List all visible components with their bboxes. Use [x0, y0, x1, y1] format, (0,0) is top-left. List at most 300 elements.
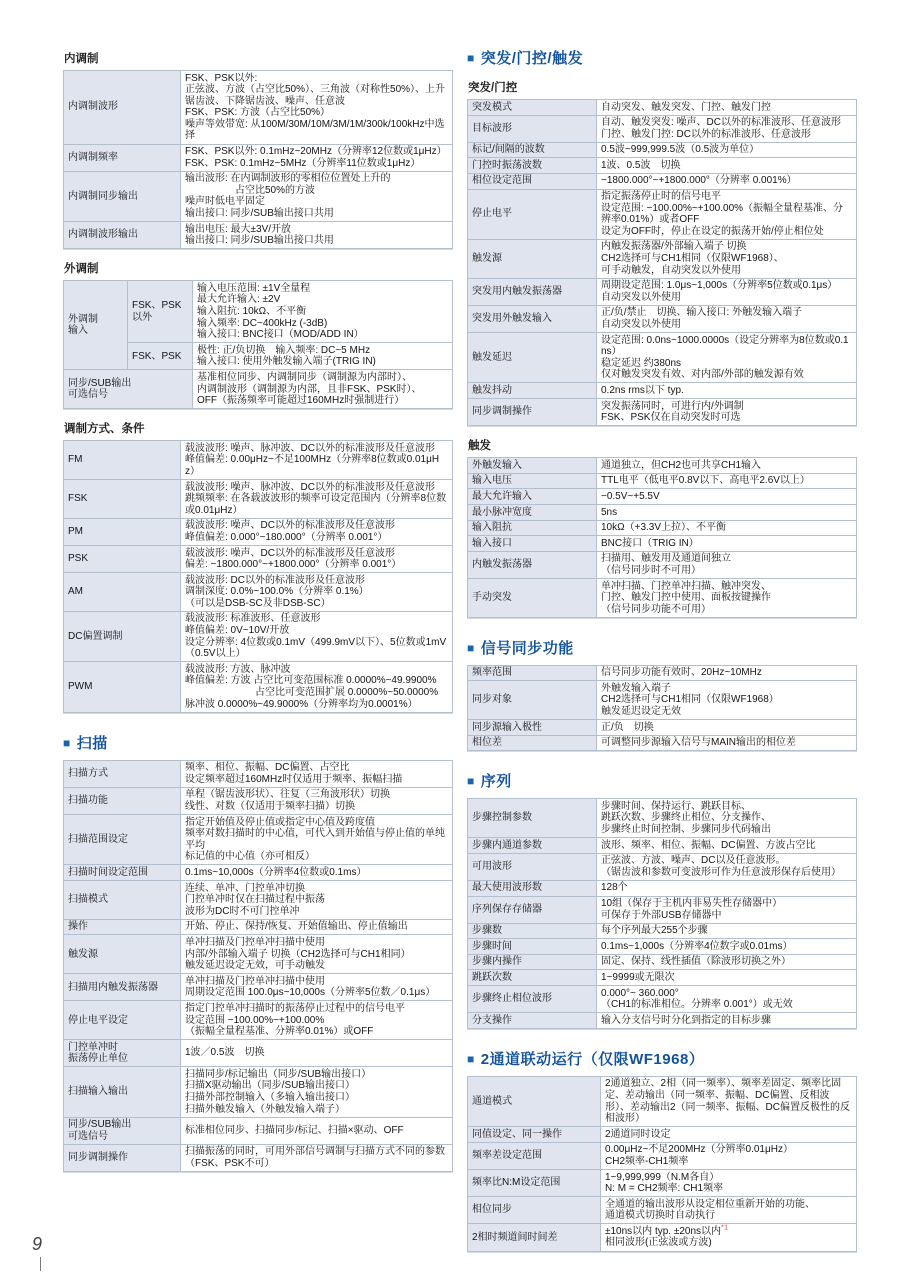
row-label-line: 内调制波形: [68, 101, 118, 113]
spec-row: [468, 579, 857, 618]
section-header-text: 2通道联动运行（仅限WF1968）: [480, 1050, 705, 1068]
row-value-line: 可手动触发，自动突发以外使用: [601, 264, 741, 276]
row-label-line: 步骤时间: [472, 940, 512, 952]
row-label-line: 频率差设定范围: [472, 1150, 542, 1162]
row-label: [468, 1197, 601, 1224]
row-value: [597, 579, 857, 618]
section-bullet-icon: ■: [467, 774, 475, 789]
section-bullet-icon: ■: [467, 51, 475, 65]
spec-row: [64, 1144, 453, 1171]
row-value-line: 10组（保存于主机内非易失性存储器中）: [601, 898, 783, 909]
row-value-line: CH2频率-CH1频率: [605, 1155, 689, 1167]
spec-row: [468, 1127, 857, 1143]
row-label-line: 同步对象: [472, 694, 512, 706]
row-value-line: 设定分辨率: 4位数或0.1mV（499.9mV以下）、5位数或1mV（0.5V以上）: [185, 636, 447, 660]
row-label-line: 触发源: [472, 253, 502, 265]
row-value: [181, 815, 453, 865]
row-value: [193, 343, 453, 370]
row-value-line: 0.1ms~1,000s（分辨率4位数字或0.01ms）: [601, 940, 793, 952]
row-value: [181, 1067, 453, 1117]
row-label-line: 分支操作: [472, 1014, 512, 1026]
row-value: [597, 158, 857, 174]
row-label-line: 频率比N:M设定范围: [472, 1177, 561, 1189]
row-label: [468, 799, 597, 838]
row-label-line: 扫描方式: [68, 768, 108, 780]
spec-row: [64, 171, 453, 221]
spec-row: [64, 441, 453, 480]
row-value-line: 设定范围: −100.00%~+100.00%（振幅全量程基准、分辨率0.01%）或者OFF: [601, 202, 844, 226]
row-value-line: 仅对触发突发有效、对内部/外部的触发源有效: [601, 369, 804, 381]
row-label: [64, 144, 181, 171]
row-value-line: 输出波形: 在内调制波形的零相位位置处上升的: [185, 173, 391, 185]
row-value: [597, 305, 857, 332]
row-value: [597, 986, 857, 1013]
spec-row: [468, 880, 857, 896]
row-label: [468, 536, 597, 552]
row-value: [181, 573, 453, 612]
spec-row: [468, 970, 857, 986]
row-value-line: 信号同步功能有效时、20Hz~10MHz: [601, 667, 762, 679]
row-value-line: 自动、触发突发: 噪声、DC以外的标准波形、任意波形: [601, 117, 841, 129]
row-value-text: ±10ns以内 typ. ±20ns以内: [605, 1225, 722, 1237]
row-value-line: FSK、PSK仅在自动突发时可选: [601, 412, 741, 424]
row-value-line: （FSK、PSK不可）: [185, 1158, 275, 1170]
row-value: [597, 970, 857, 986]
row-label: [468, 1142, 601, 1169]
row-value-line: 128个: [601, 882, 628, 894]
row-label: [468, 880, 597, 896]
row-value-line: （信号同步功能不可用）: [601, 603, 711, 615]
row-value-line: 门控单冲时仅在扫描过程中振荡: [185, 894, 325, 906]
row-value: [601, 1197, 857, 1224]
row-label: [64, 370, 193, 409]
row-value-line: 单冲扫描及门控单冲扫描中使用: [185, 975, 325, 987]
row-value-line: 单冲扫描及门控单冲扫描中使用: [185, 936, 325, 948]
row-label: [64, 611, 181, 661]
spec-row: [64, 760, 453, 787]
row-value-line: 跳跃次数、步骤终止相位、分支操作、: [601, 812, 771, 824]
row-value: [181, 1040, 453, 1067]
row-value-line: 自动突发以外使用: [601, 319, 681, 330]
row-value: [597, 333, 857, 383]
row-value-line: [605, 1223, 852, 1238]
footnote-marker: *1: [721, 1223, 729, 1232]
row-value: [597, 1013, 857, 1029]
section-header-text: 突发/门控/触发: [480, 50, 584, 67]
row-label: [468, 986, 597, 1013]
row-label-line: 手动突发: [472, 592, 512, 604]
row-label-line: 扫描功能: [68, 795, 108, 807]
section-header: [467, 1051, 857, 1069]
row-value: [597, 489, 857, 505]
row-label-line: 可选信号: [68, 1130, 108, 1142]
row-value: [193, 370, 453, 409]
row-label: [468, 681, 597, 720]
row-value: [597, 173, 857, 189]
row-label: [468, 399, 597, 426]
section-header-text: 信号同步功能: [480, 639, 574, 657]
row-value-line: 周期设定范围: 1.0μs~1,000s（分辨率5位数或0.1μs）: [601, 280, 838, 292]
spec-row: [64, 1117, 453, 1144]
spec-row: [64, 787, 453, 814]
row-value-line: 占空比可变范围扩展 0.0000%~50.0000%: [185, 687, 439, 699]
row-value-line: 频率对数扫描时的中心值，可代入到开始值与停止值的单纯平均: [185, 828, 445, 851]
row-label: [468, 173, 597, 189]
row-value-line: 载波波形: 方波、脉冲波: [185, 663, 291, 675]
spec-table: [467, 457, 857, 618]
row-value-line: 调制深度: 0.0%~100.0%（分辨率 0.1%）: [185, 586, 369, 598]
row-label-line: 相位设定范围: [472, 175, 532, 187]
row-value-line: 0.000°~ 360.000°: [601, 987, 679, 999]
row-value: [601, 1170, 857, 1197]
row-value-line: N: M = CH2频率: CH1频率: [605, 1183, 724, 1195]
row-value: [181, 222, 453, 249]
row-value: [597, 681, 857, 720]
spec-row: [468, 383, 857, 399]
row-label: [468, 1127, 601, 1143]
row-label-line: 输入电压: [472, 475, 512, 487]
row-label-line: 以外: [132, 311, 152, 323]
row-label: [468, 158, 597, 174]
section-bullet-icon: ■: [467, 640, 475, 655]
row-value-line: 固定、保持、线性插值（除波形切换之外）: [601, 956, 791, 968]
row-value: [181, 518, 453, 545]
row-value: [597, 799, 857, 838]
row-label-line: 同步源输入极性: [472, 721, 542, 733]
row-label-line: 同值设定、同一操作: [472, 1128, 562, 1140]
section-header: [467, 640, 857, 658]
row-value-line: 输入电压范围: ±1V全量程: [197, 282, 311, 294]
row-label: [64, 760, 181, 787]
spec-table: [467, 99, 857, 426]
row-value-line: 输入阻抗: 10kΩ、不平衡: [197, 306, 307, 317]
spec-row: [64, 222, 453, 249]
row-label: [64, 441, 181, 480]
row-label-line: 扫描输入输出: [68, 1086, 128, 1098]
row-value-line: 通道独立，但CH2也可共享CH1输入: [601, 459, 762, 471]
row-value-line: 扫描用、触发用及通道间独立: [601, 553, 731, 565]
row-label: [468, 853, 597, 880]
row-value-line: 输出电压: 最大±3V/开放: [185, 223, 292, 235]
row-label: [468, 923, 597, 939]
row-label-line: 扫描用内触发振荡器: [68, 981, 158, 993]
row-value: [597, 735, 857, 751]
row-label: [64, 662, 181, 712]
row-value-line: 设定范围 −100.00%~+100.00%: [185, 1014, 325, 1026]
spec-row: [64, 1067, 453, 1117]
row-value: [181, 919, 453, 935]
row-value: [601, 1224, 857, 1251]
left-column: [63, 46, 453, 1174]
row-label-line: 扫描模式: [68, 894, 108, 906]
row-value-line: 可调整同步源输入信号与MAIN输出的相位差: [601, 737, 796, 749]
row-label: [468, 189, 597, 239]
spec-row: [468, 923, 857, 939]
row-label: [468, 505, 597, 521]
spec-row: [64, 919, 453, 935]
row-label-line: 跳跃次数: [472, 971, 512, 983]
spec-row: [64, 518, 453, 545]
row-label-line: 标记/间隔的波数: [472, 144, 545, 156]
spec-row: [468, 681, 857, 720]
row-value-line: 通道模式切换时自动执行: [605, 1210, 715, 1222]
row-value: [597, 239, 857, 278]
row-value-line: 指定开始值及停止值或指定中心值及跨度值: [185, 816, 375, 828]
row-label: [468, 305, 597, 332]
spec-row: [64, 480, 453, 519]
row-value-line: 门控、触发门控中使用、面板按键操作: [601, 592, 771, 604]
row-value: [597, 189, 857, 239]
row-value-line: （可以是DSB-SC及非DSB-SC）: [185, 597, 331, 609]
row-value-line: −0.5V~+5.5V: [601, 490, 660, 502]
spec-row: [64, 370, 453, 409]
row-value-line: 峰值偏差: 方波 占空比可变范围标准 0.0000%~49.9900%: [185, 675, 437, 687]
row-value-line: 全通道的输出波形从设定相位重新开始的功能、: [605, 1198, 815, 1210]
spec-row: [64, 815, 453, 865]
spec-row: [468, 189, 857, 239]
row-label-line: 输入阻抗: [472, 522, 512, 534]
spec-row: [468, 173, 857, 189]
page-number: 9: [32, 1234, 43, 1254]
row-label: [468, 115, 597, 142]
spec-row: [468, 239, 857, 278]
row-value-line: 扫描同步/标记输出（同步/SUB输出接口）: [185, 1068, 372, 1080]
row-label-line: 同步调制操作: [472, 406, 532, 418]
spec-table: [63, 280, 453, 409]
row-label: [468, 1076, 601, 1126]
section-header: [467, 50, 857, 68]
row-label-line: 最大使用波形数: [472, 882, 542, 894]
row-value-line: 输入分支信号时分化到指定的目标步骤: [601, 1014, 771, 1026]
row-value: [181, 974, 453, 1001]
spec-row: [64, 546, 453, 573]
row-label-line: 相位差: [472, 737, 502, 749]
row-value-line: 最大允许输入: ±2V: [197, 294, 281, 306]
row-value-line: 频率、相位、振幅、DC偏置、占空比: [185, 762, 350, 774]
row-value: [181, 71, 453, 145]
spec-row: [468, 158, 857, 174]
spec-row: [64, 662, 453, 712]
row-value: [181, 935, 453, 974]
row-label: [64, 974, 181, 1001]
spec-row: [468, 853, 857, 880]
row-label: [468, 1013, 597, 1029]
row-value-line: 设定频率超过160MHz时仅适用于频率、振幅扫描: [185, 773, 403, 785]
row-value-line: TTL电平（低电平0.8V以下、高电平2.6V以上）: [601, 475, 810, 487]
row-value-line: 正/负 切换: [601, 721, 654, 733]
row-value: [181, 1144, 453, 1171]
row-value: [601, 1127, 857, 1143]
row-label-line: 步骤终止相位波形: [472, 993, 552, 1005]
row-value-line: −1800.000°~+1800.000°（分辨率 0.001%）: [601, 175, 797, 187]
row-value-line: 峰值偏差: 0.000°~180.000°（分辨率 0.001°）: [185, 531, 388, 543]
spec-table: [467, 665, 857, 752]
row-label-line: 触发源: [68, 948, 98, 960]
spec-row: [64, 611, 453, 661]
row-label-line: 同步调制操作: [68, 1152, 128, 1164]
row-label-line: 输入: [68, 325, 88, 337]
row-value-line: 正弦波、方波、噪声、DC以及任意波形。: [601, 855, 786, 867]
row-label-line: DC偏置调制: [68, 630, 123, 642]
spec-row: [468, 1076, 857, 1126]
row-value: [601, 1076, 857, 1126]
row-value: [181, 662, 453, 712]
row-value: [181, 865, 453, 881]
row-value-line: CH2选择可与CH1相同（仅限WF1968）: [601, 694, 779, 706]
section-header-text: 序列: [480, 773, 512, 791]
row-value: [597, 142, 857, 158]
row-value-line: FSK、PSK: 方波（占空比50%）: [185, 107, 331, 119]
row-value-line: 输出接口: 同步/SUB输出接口共用: [185, 208, 334, 220]
row-value-line: 0.5波~999,999.5波（0.5波为单位）: [601, 144, 760, 156]
row-label-line: PSK: [68, 553, 89, 565]
row-label: [468, 458, 597, 474]
row-value-line: 载波波形: 噪声、脉冲波、DC以外的标准波形及任意波形: [185, 442, 435, 454]
row-value-line: 波形、频率、相位、振幅、DC偏置、方波占空比: [601, 839, 816, 851]
row-label: [468, 473, 597, 489]
row-label-line: FSK、PSK: [132, 300, 182, 312]
row-value-line: 跳频频率: 在各载波波形的频率可设定范围内（分辨率8位数或0.01μHz）: [185, 493, 447, 516]
row-label-line: 突发用外触发输入: [472, 313, 552, 325]
subsection-header: 突发/门控: [468, 82, 518, 94]
row-value-line: 指定振荡停止时的信号电平: [601, 191, 721, 203]
row-value-line: 突发振荡同时，可进行内/外调制: [601, 400, 744, 412]
row-value: [597, 115, 857, 142]
row-value-line: 正/负/禁止 切换、输入接口: 外触发输入端子: [601, 307, 803, 319]
row-label: [64, 935, 181, 974]
spec-row: [468, 720, 857, 736]
row-value-line: 门控、触发门控: DC以外的标准波形、任意波形: [601, 128, 811, 140]
row-label: [468, 333, 597, 383]
row-value-line: FSK、PSK以外: 0.1mHz~20MHz（分辨率12位数或1μHz）: [185, 146, 447, 158]
row-label: [64, 480, 181, 519]
row-label: [468, 720, 597, 736]
spec-row: [468, 489, 857, 505]
row-value: [597, 278, 857, 305]
row-value-line: 载波波形: 噪声、脉冲波、DC以外的标准波形及任意波形: [185, 481, 435, 493]
row-label: [468, 735, 597, 751]
row-label-line: 步骤数: [472, 925, 502, 937]
row-value-line: 每个序列最大255个步骤: [601, 925, 708, 937]
row-label-line: 内调制频率: [68, 151, 118, 163]
spec-row: [468, 1197, 857, 1224]
row-value-line: 扫描X驱动输出（同步/SUB输出接口）: [185, 1080, 356, 1092]
row-value-line: 单程（锯齿波形状）、往复（三角波形状）切换: [185, 789, 390, 801]
spec-table: [467, 798, 857, 1029]
spec-row: [64, 935, 453, 974]
row-label-line: 停止电平: [472, 208, 512, 220]
row-value: [181, 787, 453, 814]
section-header: [467, 773, 857, 791]
row-value-line: 可保存于外部USB存储器中: [601, 909, 722, 921]
row-value-line: 自动突发以外使用: [601, 291, 681, 303]
row-sublabel: [128, 343, 193, 370]
row-value-line: 脉冲波 0.0000%~49.9000%（分辨率均为0.0001%）: [185, 698, 418, 710]
row-label-line: 最小脉冲宽度: [472, 506, 532, 518]
row-value: [597, 720, 857, 736]
row-label-line: PWM: [68, 681, 93, 693]
row-label-line: 2相时频道间时间差: [472, 1231, 558, 1243]
row-value-line: 步骤终止时间控制、步骤同步代码输出: [601, 824, 771, 836]
row-value-line: 触发延迟设定无效，可手动触发: [185, 960, 325, 972]
row-label-line: 扫描时间设定范围: [68, 866, 148, 878]
row-label: [64, 865, 181, 881]
spec-row: [468, 100, 857, 116]
row-value: [597, 473, 857, 489]
row-label: [468, 100, 597, 116]
row-value-line: 扫描外部控制输入（多输入输出接口）: [185, 1092, 355, 1104]
row-value-line: 单冲扫描、门控单冲扫描、触冲突发、: [601, 580, 771, 592]
row-label: [64, 281, 128, 370]
spec-row: [468, 1013, 857, 1029]
right-column: [467, 46, 857, 1254]
subsection-header: 触发: [468, 440, 491, 453]
row-label-line: FSK、PSK: [132, 350, 182, 362]
row-label-line: 触发延迟: [472, 351, 512, 363]
row-value-line: 10kΩ（+3.3V上拉）、不平衡: [601, 522, 727, 534]
row-label-line: 外触发输入: [472, 459, 522, 471]
row-value-line: 占空比50%的方波: [185, 184, 316, 196]
row-value: [597, 853, 857, 880]
row-value-line: OFF（振荡频率可能超过160MHz时强制进行）: [197, 395, 405, 407]
row-value: [597, 536, 857, 552]
row-label: [64, 787, 181, 814]
row-value-line: 噪声等效带宽: 从100M/30M/10M/3M/1M/300k/100kHz中选择: [185, 118, 445, 142]
row-label: [64, 1117, 181, 1144]
row-label: [468, 489, 597, 505]
spec-row: [468, 458, 857, 474]
row-value-line: 扫描外触发输入（外触发输入端子）: [185, 1103, 345, 1115]
row-value-line: 正弦波、方波（占空比50%）、三角波（对称性50%）、上升锯齿波、下降锯齿波、噪声、任意波: [185, 84, 446, 107]
row-value-line: 标准相位同步、扫描同步/标记、扫描×驱动、OFF: [185, 1125, 404, 1137]
row-value-line: （锯齿波和参数可变波形可作为任意波形保存后使用）: [601, 866, 841, 878]
spec-row: [468, 799, 857, 838]
row-value-line: 指定门控单冲扫描时的振荡停止过程中的信号电平: [185, 1002, 405, 1014]
row-label: [64, 518, 181, 545]
section-header: [63, 735, 453, 753]
row-label: [64, 546, 181, 573]
row-value-line: 自动突发、触发突发、门控、触发门控: [601, 101, 771, 113]
row-label: [468, 520, 597, 536]
row-label: [64, 171, 181, 221]
row-label-line: 内调制波形输出: [68, 229, 138, 241]
spec-row: [468, 305, 857, 332]
row-label-line: 外调制: [68, 313, 98, 325]
row-label: [468, 954, 597, 970]
row-label-line: 通道模式: [472, 1095, 512, 1107]
spec-row: [468, 986, 857, 1013]
row-value-line: 峰值偏差: 0V~10V/开放: [185, 625, 290, 637]
spec-row: [468, 142, 857, 158]
row-label-line: 门控时振荡波数: [472, 159, 542, 171]
row-value: [597, 954, 857, 970]
row-label-line: 步骤内操作: [472, 956, 522, 968]
row-label-line: 振荡停止单位: [68, 1053, 128, 1065]
row-value: [597, 880, 857, 896]
row-value: [597, 399, 857, 426]
row-label: [64, 222, 181, 249]
spec-row: [64, 881, 453, 920]
spec-row: [468, 520, 857, 536]
row-value: [597, 458, 857, 474]
row-label: [64, 1067, 181, 1117]
row-value: [597, 505, 857, 521]
row-value-line: （信号同步时不可用）: [601, 564, 701, 576]
row-label: [468, 551, 597, 578]
row-label-line: 目标波形: [472, 122, 512, 134]
row-label-line: FM: [68, 454, 83, 466]
row-label: [64, 1040, 181, 1067]
